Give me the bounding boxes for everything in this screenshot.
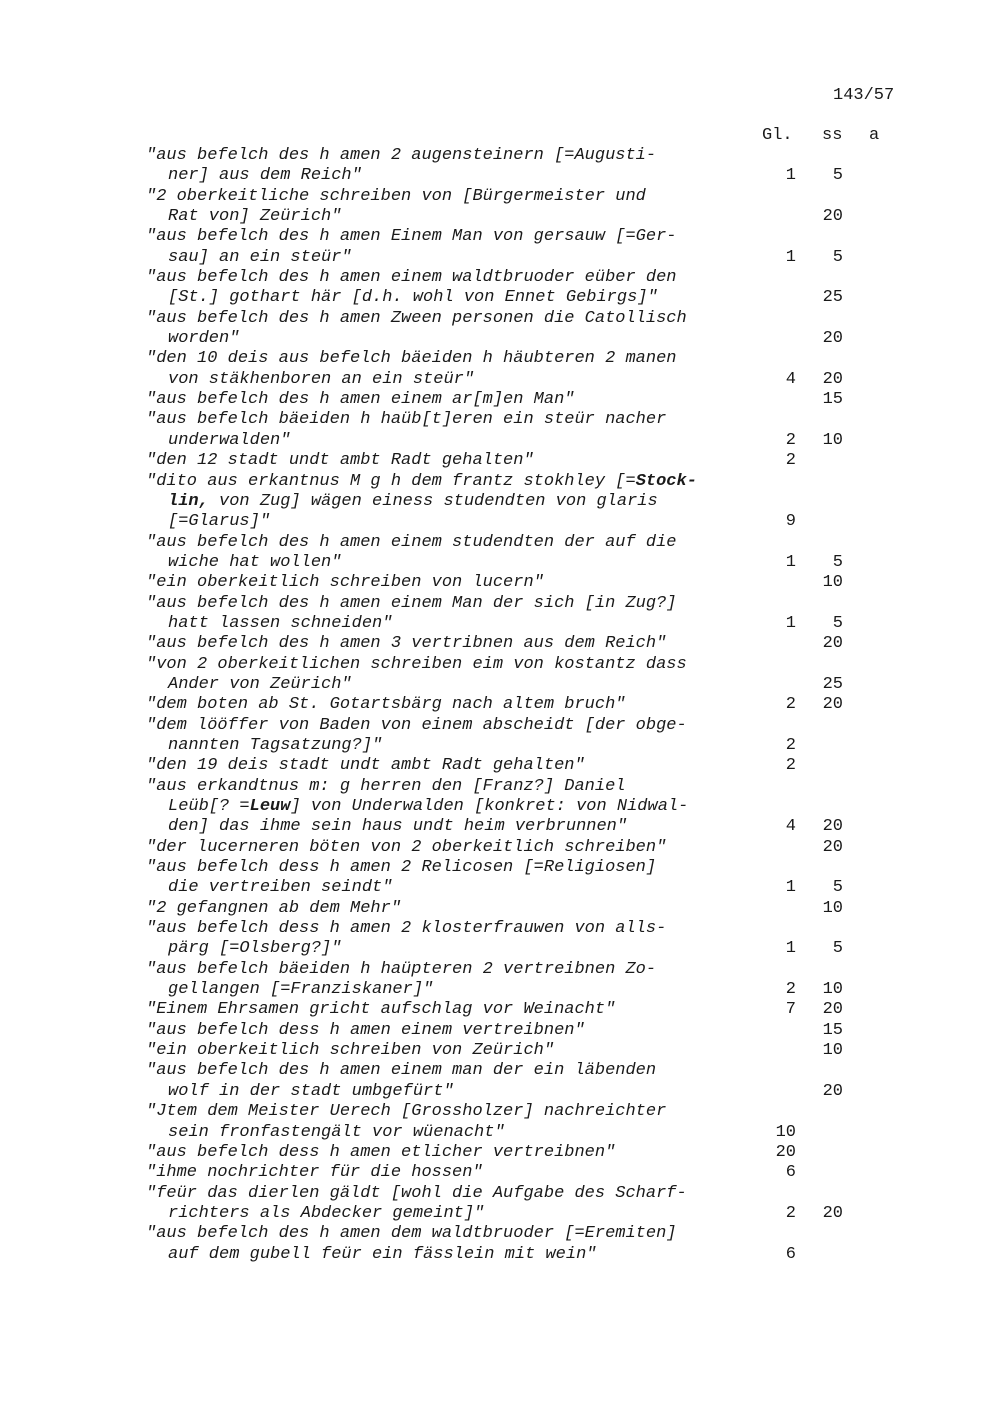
ledger-line [0, 1184, 1000, 1204]
amount-schilling: 10 [822, 573, 843, 593]
entry-text [168, 248, 352, 268]
entry-text-segment: "aus befelch des h amen Zween personen die Catollisch [146, 308, 687, 328]
entry-text-segment: "den 19 deis stadt undt ambt Radt gehalten" [146, 756, 585, 776]
ledger-line [0, 553, 1000, 573]
ledger-line [0, 675, 1000, 695]
ledger-line [0, 858, 1000, 878]
entry-text-segment: "2 oberkeitliche schreiben von [Bürgermeister und [146, 186, 646, 206]
entry-text [168, 736, 382, 756]
entry-text [146, 573, 544, 593]
entry-text [168, 1204, 484, 1224]
entry-text-segment: pärg [=Olsberg?]" [168, 939, 342, 959]
entry-text-segment: "aus befelch des h amen dem waldtbruoder [=Eremiten] [146, 1224, 677, 1244]
entry-text [146, 1224, 677, 1244]
entry-text [146, 919, 666, 939]
entry-text-segment: richters als Abdecker gemeint]" [168, 1203, 485, 1223]
ledger-line [0, 716, 1000, 736]
amount-gulden: 2 [785, 451, 796, 471]
ledger-line [0, 1061, 1000, 1081]
entry-text [146, 1041, 554, 1061]
amount-gulden: 1 [785, 939, 796, 959]
ledger-line [0, 878, 1000, 898]
entry-text-segment: "den 10 deis aus befelch bäeiden h häubteren 2 manen [146, 349, 677, 369]
entry-text-segment: "aus befelch des h amen einem waldtbruoder eüber den [146, 268, 677, 288]
ledger-line [0, 533, 1000, 553]
entry-text-segment: "den 12 stadt undt ambt Radt gehalten" [146, 451, 534, 471]
entry-text [168, 878, 392, 898]
entry-text-segment: "dem lööffer von Baden von einem abscheidt [der obge- [146, 715, 687, 735]
amount-schilling: 25 [822, 288, 843, 308]
ledger-line [0, 227, 1000, 247]
ledger-line [0, 1041, 1000, 1061]
ledger-line [0, 268, 1000, 288]
entry-text-segment: Rat von] Zeürich" [168, 207, 342, 227]
amount-gulden: 2 [785, 980, 796, 1000]
amount-schilling: 5 [832, 552, 843, 572]
ledger-line [0, 472, 1000, 492]
ledger-line [0, 777, 1000, 797]
amount-gulden: 4 [785, 817, 796, 837]
entry-text-segment: auf dem gubell feür ein fässlein mit wein" [168, 1244, 597, 1264]
entry-text [146, 1021, 585, 1041]
ledger-line [0, 390, 1000, 410]
amount-gulden: 4 [785, 369, 796, 389]
entry-text-bold: lin, [168, 491, 209, 511]
amount-gulden: 2 [785, 1203, 796, 1223]
amount-gulden: 10 [775, 1122, 796, 1142]
entry-text-segment: worden" [168, 329, 240, 349]
entry-text [146, 655, 687, 675]
entry-text-bold: Stock- [635, 471, 697, 491]
amount-schilling: 10 [822, 430, 843, 450]
ledger-line [0, 736, 1000, 756]
amount-schilling: 15 [822, 390, 843, 410]
ledger-line [0, 1143, 1000, 1163]
entry-text-segment: "der lucerneren böten von 2 oberkeitlich schreiben" [146, 837, 667, 857]
entry-text-segment: "aus befelch dess h amen einem vertreibnen" [146, 1020, 585, 1040]
ledger-line [0, 370, 1000, 390]
entry-text [146, 1143, 615, 1163]
ledger-line [0, 248, 1000, 268]
entry-text [146, 634, 666, 654]
ledger-line [0, 939, 1000, 959]
amount-schilling: 20 [822, 695, 843, 715]
entry-text [168, 431, 290, 451]
entry-text-segment: den] das ihme sein haus undt heim verbrunnen" [168, 817, 628, 837]
entry-text [146, 695, 625, 715]
ledger-line [0, 207, 1000, 227]
ledger-line [0, 797, 1000, 817]
entry-text [168, 512, 270, 532]
entry-text [168, 492, 658, 512]
ledger-line [0, 512, 1000, 532]
entry-text-segment: underwalden" [168, 430, 291, 450]
amount-gulden: 2 [785, 430, 796, 450]
entry-text [146, 146, 656, 166]
ledger-line [0, 655, 1000, 675]
amount-gulden: 7 [785, 1000, 796, 1020]
entry-text [146, 1184, 687, 1204]
entry-text-segment: nannten Tagsatzung?]" [168, 735, 383, 755]
amount-schilling: 5 [832, 939, 843, 959]
entry-text-segment: "dito aus erkantnus M g h dem frantz stokhley [= [146, 471, 636, 491]
amount-schilling: 5 [832, 613, 843, 633]
column-header-gulden: Gl. [762, 126, 793, 145]
ledger-line [0, 634, 1000, 654]
entry-text [146, 268, 677, 288]
entry-text [146, 349, 677, 369]
entry-text-segment: "aus befelch des h amen 2 augensteinern [=Augusti- [146, 146, 657, 165]
ledger-line [0, 960, 1000, 980]
entry-text-segment: von stäkhenboren an ein steür" [168, 369, 475, 389]
amount-schilling: 25 [822, 674, 843, 694]
ledger-line [0, 309, 1000, 329]
ledger-line [0, 451, 1000, 471]
ledger-line [0, 1102, 1000, 1122]
entry-text [146, 309, 687, 329]
entry-text [146, 533, 677, 553]
entry-text-segment: "aus befelch dess h amen 2 Relicosen [=Religiosen] [146, 858, 657, 878]
entry-text-segment: "Jtem dem Meister Uerech [Grossholzer] nachreichter [146, 1102, 667, 1122]
ledger-line [0, 146, 1000, 166]
ledger-line [0, 349, 1000, 369]
amount-gulden: 20 [775, 1142, 796, 1162]
entry-text-segment: "aus befelch des h amen Einem Man von gersauw [=Ger- [146, 227, 677, 247]
entry-text [146, 960, 656, 980]
page-number: 143/57 [833, 86, 895, 105]
ledger-line [0, 1204, 1000, 1224]
entry-text-segment: Leüb[? = [168, 797, 250, 816]
entry-text-segment: die vertreiben seindt" [168, 878, 393, 898]
entry-text-segment: Ander von Zeürich" [168, 674, 352, 694]
amount-schilling: 20 [822, 817, 843, 837]
entry-text [146, 1163, 483, 1183]
entry-text [146, 390, 574, 410]
ledger-line [0, 187, 1000, 207]
entry-text-segment: "aus befelch des h amen 3 vertribnen aus dem Reich" [146, 634, 667, 654]
entry-text [168, 166, 362, 186]
entry-text [168, 614, 392, 634]
amount-gulden: 1 [785, 166, 796, 186]
entry-text-segment: "aus befelch dess h amen etlicher vertreibnen" [146, 1142, 616, 1162]
ledger-line [0, 573, 1000, 593]
entry-text [146, 472, 697, 492]
entry-text-segment: "aus befelch des h amen einem ar[m]en Man" [146, 390, 575, 410]
ledger-line [0, 1021, 1000, 1041]
entry-text-segment: "2 gefangnen ab dem Mehr" [146, 898, 402, 918]
ledger-line [0, 288, 1000, 308]
ledger-line [0, 166, 1000, 186]
entry-text [168, 817, 627, 837]
entry-text-segment: [=Glarus]" [168, 512, 271, 532]
entry-text [168, 797, 688, 817]
amount-schilling: 20 [822, 1203, 843, 1223]
amount-schilling: 5 [832, 247, 843, 267]
entry-text [146, 1000, 615, 1020]
entry-text [168, 553, 341, 573]
entry-text [168, 288, 658, 308]
ledger-line [0, 756, 1000, 776]
entry-text [146, 838, 666, 858]
ledger-line [0, 594, 1000, 614]
entry-text [146, 777, 625, 797]
amount-gulden: 6 [785, 1244, 796, 1264]
entry-text-bold: Leuw [249, 797, 291, 816]
ledger-line [0, 899, 1000, 919]
entry-text [146, 716, 687, 736]
amount-schilling: 10 [822, 1041, 843, 1061]
entry-text [146, 858, 656, 878]
ledger-line [0, 1245, 1000, 1265]
ledger-line [0, 1123, 1000, 1143]
amount-gulden: 1 [785, 878, 796, 898]
amount-schilling: 15 [822, 1020, 843, 1040]
entry-text-segment: "ein oberkeitlich schreiben von Zeürich" [146, 1041, 555, 1061]
entry-text [168, 1082, 454, 1102]
ledger-line [0, 410, 1000, 430]
amount-gulden: 2 [785, 735, 796, 755]
entry-text-segment: sein fronfastengält vor wüenacht" [168, 1122, 505, 1142]
amount-schilling: 20 [822, 1000, 843, 1020]
entry-text-segment: wolf in der stadt umbgefürt" [168, 1081, 454, 1101]
amount-schilling: 20 [822, 329, 843, 349]
amount-gulden: 2 [785, 695, 796, 715]
entry-text-segment: "feür das dierlen gäldt [wohl die Aufgabe des Scharf- [146, 1183, 687, 1203]
amount-gulden: 2 [785, 756, 796, 776]
entry-text-segment: "aus erkandtnus m: g herren den [Franz?] Daniel [146, 776, 626, 796]
amount-gulden: 6 [785, 1163, 796, 1183]
ledger-line [0, 980, 1000, 1000]
entry-text-segment: "ein oberkeitlich schreiben von lucern" [146, 573, 544, 593]
entry-text [146, 187, 646, 207]
entry-text [146, 410, 666, 430]
amount-schilling: 20 [822, 837, 843, 857]
entry-text [146, 227, 677, 247]
entry-text [146, 756, 585, 776]
entry-text [168, 980, 433, 1000]
amount-schilling: 20 [822, 369, 843, 389]
ledger-line [0, 1000, 1000, 1020]
entry-text [168, 1245, 596, 1265]
entry-text [168, 675, 352, 695]
amount-schilling: 10 [822, 898, 843, 918]
entry-text [146, 1061, 656, 1081]
ledger-line [0, 614, 1000, 634]
entry-text [168, 1123, 505, 1143]
entry-text-segment: "aus befelch des h amen einem studendten der auf die [146, 532, 677, 552]
amount-schilling: 5 [832, 166, 843, 186]
amount-gulden: 9 [785, 512, 796, 532]
entry-text-segment: hatt lassen schneiden" [168, 613, 393, 633]
entry-text-segment: "von 2 oberkeitlichen schreiben eim von kostantz dass [146, 654, 687, 674]
entry-text [146, 594, 677, 614]
entry-text-segment: [St.] gothart här [d.h. wohl von Ennet Gebirgs]" [168, 288, 658, 308]
amount-schilling: 10 [822, 980, 843, 1000]
ledger-line [0, 695, 1000, 715]
column-header-angster: a [869, 126, 880, 145]
ledger-line [0, 1224, 1000, 1244]
entry-text-segment: gellangen [=Franziskaner]" [168, 980, 434, 1000]
ledger-line [0, 817, 1000, 837]
entry-text-segment: sau] an ein steür" [168, 247, 352, 267]
amount-gulden: 1 [785, 552, 796, 572]
entry-text [168, 329, 239, 349]
entry-text-segment: von Zug] wägen einess studendten von glaris [208, 491, 658, 511]
entry-text-segment: "Einem Ehrsamen gricht aufschlag vor Weinacht" [146, 1000, 616, 1020]
ledger-line [0, 431, 1000, 451]
entry-text-segment: wiche hat wollen" [168, 552, 342, 572]
amount-schilling: 20 [822, 634, 843, 654]
entry-text-segment: "aus befelch bäeiden h haüpteren 2 vertreibnen Zo- [146, 959, 657, 979]
ledger-entries [0, 146, 1000, 1265]
ledger-line [0, 838, 1000, 858]
entry-text [168, 207, 341, 227]
ledger-line [0, 1163, 1000, 1183]
entry-text [146, 1102, 666, 1122]
ledger-line [0, 329, 1000, 349]
entry-text-segment: ner] aus dem Reich" [168, 166, 362, 186]
entry-text-segment: "aus befelch bäeiden h haüb[t]eren ein steür nacher [146, 410, 667, 430]
amount-gulden: 1 [785, 613, 796, 633]
entry-text-segment: ] von Underwalden [konkret: von Nidwal- [290, 797, 689, 816]
entry-text [168, 370, 474, 390]
column-header-schilling: ss [822, 126, 843, 145]
ledger-line [0, 1082, 1000, 1102]
entry-text-segment: "aus befelch des h amen einem man der ein läbenden [146, 1061, 657, 1081]
entry-text [168, 939, 341, 959]
amount-schilling: 5 [832, 878, 843, 898]
amount-schilling: 20 [822, 207, 843, 227]
entry-text-segment: "aus befelch des h amen einem Man der sich [in Zug?] [146, 593, 677, 613]
entry-text-segment: "ihme nochrichter für die hossen" [146, 1163, 483, 1183]
amount-gulden: 1 [785, 247, 796, 267]
entry-text-segment: "dem boten ab St. Gotartsbärg nach altem bruch" [146, 695, 626, 715]
amount-schilling: 20 [822, 1081, 843, 1101]
entry-text-segment: "aus befelch dess h amen 2 klosterfrauwen von alls- [146, 919, 667, 939]
ledger-line [0, 492, 1000, 512]
entry-text [146, 899, 401, 919]
entry-text [146, 451, 534, 471]
column-header [0, 126, 1000, 146]
ledger-line [0, 919, 1000, 939]
